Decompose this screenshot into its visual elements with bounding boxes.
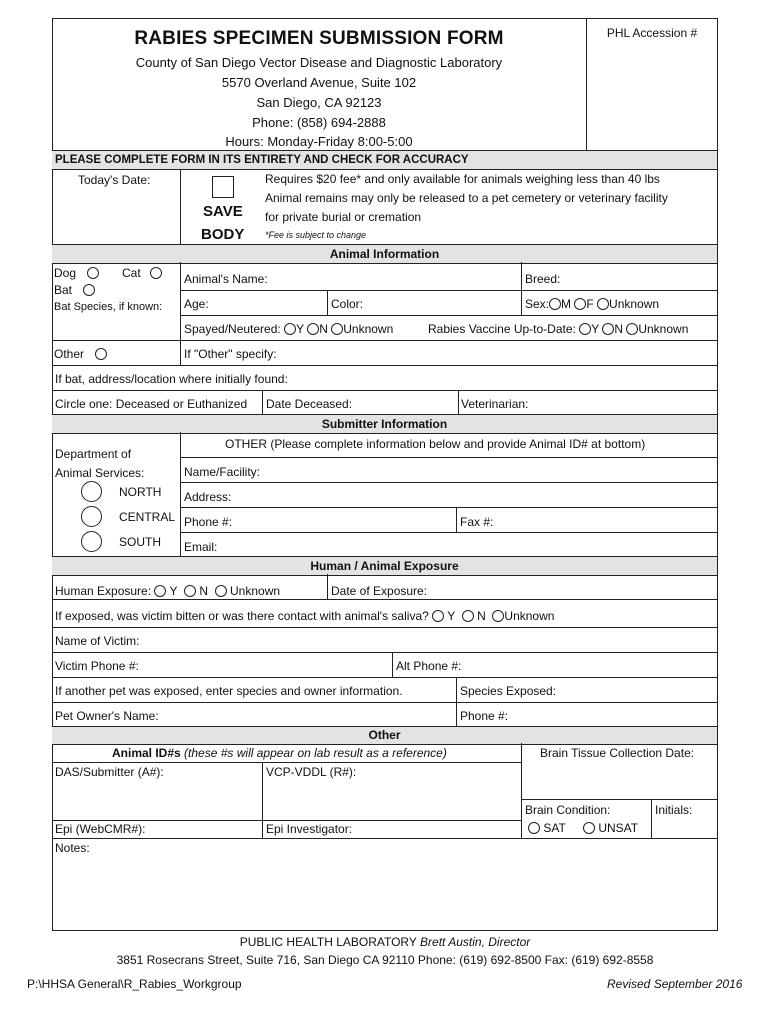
sex-f-label: F: [586, 297, 594, 311]
footer-lab: PUBLIC HEALTH LABORATORY: [239, 935, 417, 949]
col-line: [521, 262, 522, 315]
vaccine-unknown-label: Unknown: [638, 322, 689, 336]
alt-phone-field[interactable]: Alt Phone #:: [396, 659, 462, 673]
unsat-option[interactable]: [583, 821, 638, 835]
central-label: CENTRAL: [119, 510, 176, 524]
circle-one-field[interactable]: Circle one: Deceased or Euthanized: [55, 397, 248, 411]
another-pet-field[interactable]: If another pet was exposed, enter species and owner information.: [55, 684, 403, 698]
spayed-y-label: Y: [296, 322, 304, 336]
col-line: [262, 762, 263, 838]
other-submitter-instructions: OTHER (Please complete information below and provide Animal ID# at bottom): [225, 437, 646, 451]
species-exposed-field[interactable]: Species Exposed:: [460, 684, 557, 698]
submitter-heading: Submitter Information: [321, 417, 448, 431]
sex-m-radio[interactable]: [549, 298, 561, 310]
victim-phone-field[interactable]: Victim Phone #:: [55, 659, 139, 673]
bat-species-label: Bat Species, if known:: [54, 301, 163, 313]
bitten-question-field[interactable]: [55, 609, 554, 623]
row-line: [180, 507, 717, 508]
date-deceased-field[interactable]: Date Deceased:: [266, 397, 353, 411]
row-line: [52, 702, 717, 703]
central-radio[interactable]: [81, 506, 102, 527]
bitten-y-radio[interactable]: [432, 610, 444, 622]
animal-info-bar: [52, 244, 717, 264]
brain-tissue-field[interactable]: Brain Tissue Collection Date:: [540, 746, 695, 760]
name-facility-field[interactable]: Name/Facility:: [184, 465, 261, 479]
sex-field[interactable]: [525, 297, 659, 311]
row-line: [521, 799, 717, 800]
fee-requirement: Requires $20 fee* and only available for animals weighing less than 40 lbs: [265, 172, 660, 186]
exposure-y-label: Y: [169, 584, 178, 598]
other-heading: Other: [368, 728, 401, 742]
phl-accession-label: PHL Accession #: [606, 26, 698, 40]
dog-option[interactable]: [54, 266, 99, 280]
sat-option[interactable]: [528, 821, 566, 835]
row-line: [52, 820, 521, 821]
bitten-unknown-radio[interactable]: [492, 610, 504, 622]
bitten-n-radio[interactable]: [462, 610, 474, 622]
footer-lab-line: [0, 935, 770, 949]
remains-line-2: for private burial or cremation: [265, 210, 422, 224]
row-line: [52, 599, 717, 600]
row-line: [52, 365, 717, 366]
vaccine-unknown-radio[interactable]: [626, 323, 638, 335]
epi-webcmr-field[interactable]: Epi (WebCMR#):: [55, 822, 146, 836]
owner-phone-field[interactable]: Phone #:: [460, 709, 509, 723]
exposure-bar: [52, 556, 717, 576]
lab-hours: Hours: Monday-Friday 8:00-5:00: [225, 134, 413, 149]
owner-name-field[interactable]: Pet Owner's Name:: [55, 709, 159, 723]
todays-date-label: Today's Date:: [78, 173, 151, 187]
row-line: [180, 457, 717, 458]
cat-option[interactable]: [122, 266, 162, 280]
brain-condition-label: Brain Condition:: [525, 803, 611, 817]
animal-ids-note: (these #s will appear on lab result as a reference): [184, 746, 447, 760]
dept-label-2: Animal Services:: [55, 466, 145, 480]
submitter-left-divider: [180, 432, 181, 557]
footer-revised: Revised September 2016: [607, 977, 743, 991]
other-specify-field[interactable]: If "Other" specify:: [184, 347, 277, 361]
rabies-vaccine-label: Rabies Vaccine Up-to-Date:: [428, 322, 576, 336]
spayed-label: Spayed/Neutered:: [184, 322, 281, 336]
bat-option[interactable]: [54, 283, 95, 297]
footer-path: P:\HHSA General\R_Rabies_Workgroup: [27, 977, 242, 991]
animal-ids-label: Animal ID#s: [112, 746, 181, 760]
footer-address: 3851 Rosecrans Street, Suite 716, San Diego CA 92110 Phone: (619) 692-8500 Fax: (619) 692-8558: [116, 953, 654, 967]
unsat-radio[interactable]: [583, 822, 595, 834]
exposure-unknown-radio[interactable]: [215, 585, 227, 597]
south-label: SOUTH: [119, 535, 161, 549]
animal-info-heading: Animal Information: [329, 247, 440, 261]
color-field[interactable]: Color:: [331, 297, 364, 311]
animal-name-field[interactable]: Animal's Name:: [184, 272, 268, 286]
animal-left-divider: [180, 262, 181, 366]
bat-label: Bat: [54, 283, 73, 297]
date-exposure-field[interactable]: Date of Exposure:: [331, 584, 428, 598]
bitten-n-label: N: [477, 609, 486, 623]
row-line: [52, 762, 521, 763]
fee-note: *Fee is subject to change: [265, 230, 367, 240]
notes-field[interactable]: Notes:: [55, 841, 90, 855]
frame-right: [717, 18, 718, 931]
row-line: [180, 290, 717, 291]
row-line: [52, 677, 717, 678]
dog-label: Dog: [54, 266, 77, 280]
instructions-text: PLEASE COMPLETE FORM IN ITS ENTIRETY AND CHECK FOR ACCURACY: [55, 154, 469, 166]
row-line: [180, 482, 717, 483]
bat-radio[interactable]: [83, 284, 95, 296]
col-line: [458, 390, 459, 415]
epi-investigator-field[interactable]: Epi Investigator:: [266, 822, 353, 836]
vcp-vddl-field[interactable]: VCP-VDDL (R#):: [266, 765, 357, 779]
south-radio[interactable]: [81, 531, 102, 552]
frame-top: [52, 18, 718, 19]
address-field[interactable]: Address:: [184, 490, 232, 504]
phone-field[interactable]: Phone #:: [184, 515, 233, 529]
bitten-question: If exposed, was victim bitten or was there contact with animal's saliva?: [55, 609, 429, 623]
email-field[interactable]: Email:: [184, 540, 218, 554]
age-field[interactable]: Age:: [184, 297, 209, 311]
col-line: [521, 743, 522, 838]
sat-radio[interactable]: [528, 822, 540, 834]
north-label: NORTH: [119, 485, 162, 499]
spayed-n-radio[interactable]: [307, 323, 319, 335]
unsat-label: UNSAT: [598, 821, 639, 835]
sex-unknown-label: Unknown: [609, 297, 660, 311]
spayed-unknown-label: Unknown: [343, 322, 394, 336]
col-line: [392, 652, 393, 677]
row-line: [52, 838, 717, 839]
lab-address-1: 5570 Overland Avenue, Suite 102: [221, 75, 417, 90]
row-line: [52, 340, 717, 341]
exposure-unknown-label: Unknown: [230, 584, 281, 598]
row-line: [52, 652, 717, 653]
exposure-heading: Human / Animal Exposure: [310, 559, 459, 573]
row-line: [180, 532, 717, 533]
lab-name: County of San Diego Vector Disease and Diagnostic Laboratory: [135, 55, 503, 70]
other-bar: [52, 726, 717, 745]
other-radio[interactable]: [95, 348, 107, 360]
instructions-bar: [52, 150, 717, 170]
north-radio[interactable]: [81, 481, 102, 502]
remains-line-1: Animal remains may only be released to a pet cemetery or veterinary facility: [265, 191, 668, 205]
cat-radio[interactable]: [150, 267, 162, 279]
body-label: BODY: [201, 226, 245, 243]
initials-field[interactable]: Initials:: [655, 803, 693, 817]
sex-label: Sex:: [525, 297, 550, 311]
lab-phone: Phone: (858) 694-2888: [252, 115, 386, 130]
other-label: Other: [54, 347, 85, 361]
exposure-n-label: N: [199, 584, 208, 598]
vaccine-n-label: N: [614, 322, 623, 336]
row-line: [52, 390, 717, 391]
exposure-n-radio[interactable]: [184, 585, 196, 597]
victim-name-field[interactable]: Name of Victim:: [55, 634, 140, 648]
dog-radio[interactable]: [87, 267, 99, 279]
bitten-y-label: Y: [447, 609, 456, 623]
col-line: [327, 574, 328, 599]
exposure-y-radio[interactable]: [154, 585, 166, 597]
spayed-field[interactable]: [184, 322, 393, 336]
bitten-unknown-label: Unknown: [504, 609, 555, 623]
spayed-n-label: N: [319, 322, 328, 336]
form-title: RABIES SPECIMEN SUBMISSION FORM: [134, 28, 504, 49]
save-label: SAVE: [203, 203, 243, 220]
submitter-bar: [52, 414, 717, 434]
veterinarian-field[interactable]: Veterinarian:: [461, 397, 529, 411]
col-line: [456, 507, 457, 532]
save-body-divider: [180, 169, 181, 244]
rabies-vaccine-field[interactable]: [428, 322, 688, 336]
vaccine-n-radio[interactable]: [602, 323, 614, 335]
das-submitter-field[interactable]: DAS/Submitter (A#):: [55, 765, 164, 779]
row-line: [52, 627, 717, 628]
sex-m-label: M: [561, 297, 572, 311]
sex-unknown-radio[interactable]: [597, 298, 609, 310]
other-option[interactable]: [54, 347, 107, 361]
human-exposure-field[interactable]: [55, 584, 280, 598]
col-line: [651, 799, 652, 838]
animal-ids-heading: [112, 746, 447, 760]
lab-address-2: San Diego, CA 92123: [256, 95, 382, 110]
col-line: [262, 390, 263, 415]
spayed-y-radio[interactable]: [284, 323, 296, 335]
save-body-checkbox[interactable]: [212, 176, 234, 198]
row-line: [180, 315, 717, 316]
cat-label: Cat: [122, 266, 141, 280]
fax-field[interactable]: Fax #:: [460, 515, 494, 529]
sex-f-radio[interactable]: [574, 298, 586, 310]
vaccine-y-radio[interactable]: [579, 323, 591, 335]
dept-label-1: Department of: [55, 447, 132, 461]
col-line: [327, 290, 328, 315]
bat-location-field[interactable]: If bat, address/location where initially found:: [55, 372, 288, 386]
spayed-unknown-radio[interactable]: [331, 323, 343, 335]
sat-label: SAT: [543, 821, 566, 835]
vaccine-y-label: Y: [591, 322, 599, 336]
human-exposure-label: Human Exposure:: [55, 584, 152, 598]
footer-director: Brett Austin, Director: [420, 935, 531, 949]
frame-bottom: [52, 930, 718, 931]
breed-field[interactable]: Breed:: [525, 272, 561, 286]
